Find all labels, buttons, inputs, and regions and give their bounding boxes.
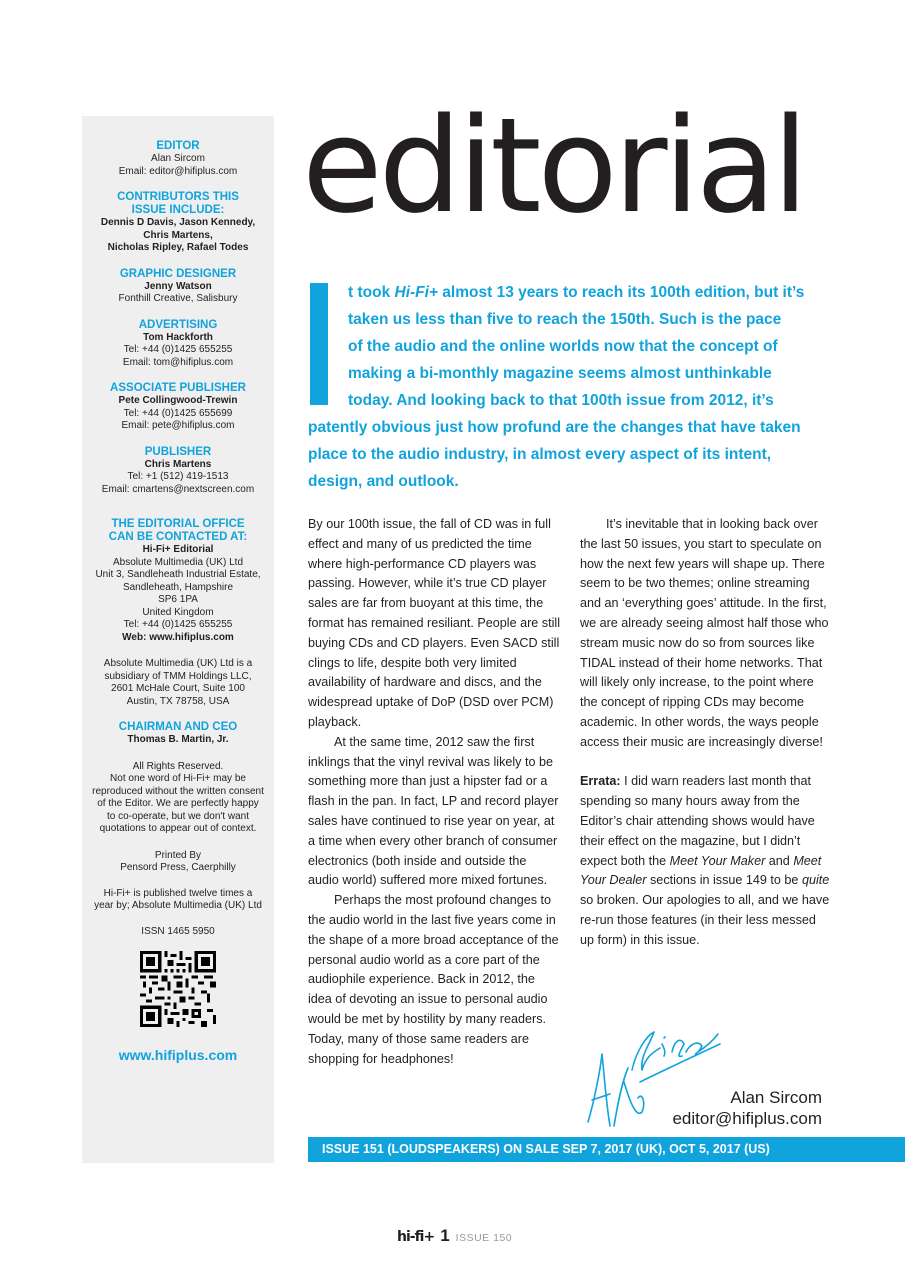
contributors-heading: CONTRIBUTORS THIS bbox=[117, 191, 239, 203]
intro-line: place to the audio industry, in almost every aspect of its intent, bbox=[308, 446, 772, 463]
editorial-office-heading: THE EDITORIAL OFFICE bbox=[111, 518, 245, 530]
signoff bbox=[672, 1087, 822, 1129]
body-paragraph: At the same time, 2012 saw the first inklings that the vinyl revival was likely to be something more than just a hipster fad or a flash in the pan. In fact, LP and record player sales have continued to rise year on year, at a time when every other branch of consumer electronics (both inside and outside the audio world) suffered more mixed fortunes. bbox=[308, 734, 559, 888]
body-column-2 bbox=[580, 515, 832, 951]
page-number: 1 bbox=[440, 1226, 450, 1245]
masthead-sidebar bbox=[82, 116, 274, 1163]
rights-line: Not one word of Hi-Fi+ may be bbox=[110, 773, 246, 784]
on-sale-banner: ISSUE 151 (LOUDSPEAKERS) ON SALE SEP 7, 2017 (UK), OCT 5, 2017 (US) bbox=[308, 1137, 905, 1162]
editor-name: Alan Sircom bbox=[151, 153, 205, 164]
subsidiary-line: Austin, TX 78758, USA bbox=[126, 695, 230, 707]
associate-publisher-name: Pete Collingwood-Trewin bbox=[118, 395, 238, 406]
address-line: SP6 1PA bbox=[158, 594, 198, 605]
chairman-name: Thomas B. Martin, Jr. bbox=[127, 734, 229, 745]
intro-line: today. And looking back to that 100th issue from 2012, it’s bbox=[348, 392, 774, 409]
editor-section bbox=[82, 140, 274, 178]
address-line: Sandleheath, Hampshire bbox=[122, 581, 234, 593]
chairman-heading: CHAIRMAN AND CEO bbox=[118, 721, 238, 733]
address-line: Unit 3, Sandleheath Industrial Estate, bbox=[95, 569, 261, 580]
graphic-designer-name: Jenny Watson bbox=[144, 280, 212, 292]
author-email[interactable]: editor@hifiplus.com bbox=[672, 1109, 822, 1128]
advertising-tel: Tel: +44 (0)1425 655255 bbox=[123, 344, 233, 355]
advertising-heading: ADVERTISING bbox=[138, 318, 218, 331]
associate-publisher-heading: ASSOCIATE PUBLISHER bbox=[110, 382, 246, 394]
rights-section bbox=[82, 761, 274, 836]
website-link[interactable]: www.hifiplus.com bbox=[118, 1047, 238, 1063]
advertising-section bbox=[82, 319, 274, 370]
intro-line: patently obvious just how profund are the changes that have taken bbox=[308, 419, 801, 436]
contributors-line: Dennis D Davis, Jason Kennedy, bbox=[100, 217, 256, 228]
contributors-line: Chris Martens, bbox=[143, 229, 213, 241]
address-line: Absolute Multimedia (UK) Ltd bbox=[112, 556, 244, 568]
rights-line: to co-operate, but we don't want bbox=[107, 810, 249, 822]
errata-label: Errata: bbox=[580, 774, 621, 789]
publisher-name: Chris Martens bbox=[144, 458, 212, 470]
printer-section bbox=[82, 850, 274, 875]
graphic-designer-heading: GRAPHIC DESIGNER bbox=[119, 267, 237, 280]
author-name: Alan Sircom bbox=[730, 1088, 822, 1107]
magazine-name: Hi-Fi+ bbox=[394, 284, 438, 301]
issn: ISSN 1465 5950 bbox=[141, 925, 215, 937]
chairman-section bbox=[82, 721, 274, 747]
subsidiary-line: 2601 McHale Court, Suite 100 bbox=[111, 683, 245, 694]
intro-line: of the audio and the online worlds now that the concept of bbox=[348, 338, 778, 355]
body-paragraph: By our 100th issue, the fall of CD was in full effect and many of us predicted the time where high-performance CD players was passing. However, while it’s true CD player sales are far from buoyant at this time, the format has remained resiliant. People are still buying CDs and CD players. Even SACD still clings to life, despite both very limited availability of hardware and discs, and the widespread uptake of DoP (DSD over PCM) playback. bbox=[308, 517, 560, 729]
subsidiary-section bbox=[82, 658, 274, 708]
intro-line: making a bi-monthly magazine seems almost unthinkable bbox=[348, 365, 772, 382]
editorial-office-web: Web: www.hifiplus.com bbox=[122, 631, 234, 643]
page-footer bbox=[397, 1226, 512, 1246]
intro-line: t took Hi-Fi+ almost 13 years to reach its 100th edition, but it’s bbox=[348, 284, 805, 301]
frequency-section bbox=[82, 888, 274, 913]
editor-email: Email: editor@hifiplus.com bbox=[118, 165, 238, 177]
editorial-office-name: Hi-Fi+ Editorial bbox=[142, 544, 214, 555]
hifi-logo: hi-fi+ bbox=[397, 1229, 435, 1245]
subsidiary-line: subsidiary of TMM Holdings LLC, bbox=[104, 670, 252, 682]
address-line: United Kingdom bbox=[142, 606, 214, 618]
publisher-section bbox=[82, 446, 274, 497]
issue-label: ISSUE 150 bbox=[455, 1232, 513, 1244]
body-column-1 bbox=[308, 515, 560, 1069]
intro-paragraph bbox=[308, 279, 828, 495]
errata-paragraph: Errata: I did warn readers last month that spending so many hours away from the Editor’s chair attending shows would have their effect on the magazine, but I didn’t expect both the Meet Your Maker and Meet Your Dealer sections in issue 149 to be quite so broken. Our apologies to all, and we have re-run those features (in their less messed up form) in this issue. bbox=[580, 774, 830, 947]
page-title: editorial bbox=[302, 89, 805, 242]
contributors-section bbox=[82, 191, 274, 255]
editorial-office-section bbox=[82, 518, 274, 644]
frequency-line: Hi-Fi+ is published twelve times a bbox=[103, 887, 253, 899]
contributors-heading-2: ISSUE INCLUDE: bbox=[131, 204, 225, 216]
editor-heading: EDITOR bbox=[156, 140, 200, 152]
contributors-line: Nicholas Ripley, Rafael Todes bbox=[107, 242, 249, 253]
frequency-line: year by; Absolute Multimedia (UK) Ltd bbox=[94, 900, 262, 911]
publisher-heading: PUBLISHER bbox=[144, 445, 212, 458]
body-paragraph: Perhaps the most profound changes to the audio world in the last five years come in the shape of a more broad acceptance of the personal audio world as a core part of the audiophile experience. Back in 2012, the idea of devoting an issue to personal audio would be met by hostility by many readers. Today, many of those same readers are shopping for headphones! bbox=[308, 893, 559, 1066]
advertising-name: Tom Hackforth bbox=[143, 331, 213, 343]
body-paragraph: It’s inevitable that in looking back over the last 50 issues, you start to speculate on how the next few years will shape up. There seem to be two themes; online streaming and an ‘everything goes’ attitude. In the first, we are already seeing almost half those who stream music now do so from sources like TIDAL instead of their home networks. That will likely only increase, to the point where the concept of ripping CDs may become academic. In other words, the ways people access their music are increasingly diverse! bbox=[580, 517, 829, 749]
editorial-office-tel: Tel: +44 (0)1425 655255 bbox=[123, 619, 233, 630]
qr-code-icon[interactable] bbox=[140, 951, 216, 1027]
graphic-designer-section bbox=[82, 268, 274, 306]
printer-line: Pensord Press, Caerphilly bbox=[120, 862, 236, 873]
rights-line: of the Editor. We are perfectly happy bbox=[97, 798, 259, 809]
rights-line: All Rights Reserved. bbox=[132, 760, 224, 772]
associate-publisher-section bbox=[82, 382, 274, 433]
rights-line: reproduced without the written consent bbox=[92, 785, 264, 797]
associate-publisher-email: Email: pete@hifiplus.com bbox=[121, 420, 235, 431]
graphic-designer-company: Fonthill Creative, Salisbury bbox=[118, 293, 238, 304]
publisher-email: Email: cmartens@nextscreen.com bbox=[101, 483, 255, 495]
editorial-office-heading-2: CAN BE CONTACTED AT: bbox=[108, 531, 248, 543]
publisher-tel: Tel: +1 (512) 419-1513 bbox=[127, 471, 229, 482]
intro-line: taken us less than five to reach the 150th. Such is the pace bbox=[348, 311, 782, 328]
intro-line: design, and outlook. bbox=[308, 473, 459, 490]
subsidiary-line: Absolute Multimedia (UK) Ltd is a bbox=[103, 658, 253, 669]
associate-publisher-tel: Tel: +44 (0)1425 655699 bbox=[123, 407, 233, 419]
rights-line: quotations to appear out of context. bbox=[99, 823, 257, 834]
printer-line: Printed By bbox=[154, 849, 202, 861]
advertising-email: Email: tom@hifiplus.com bbox=[122, 356, 234, 368]
